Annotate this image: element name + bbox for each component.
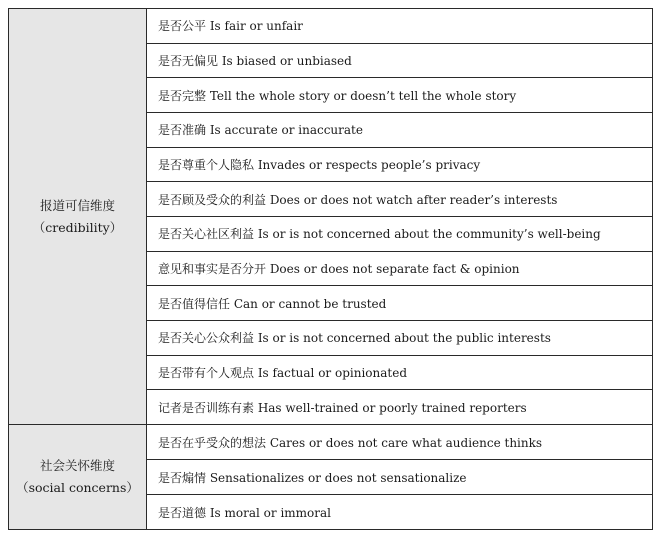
- table-row: 是否值得信任 Can or cannot be trusted: [147, 286, 652, 321]
- table-row: 是否无偏见 Is biased or unbiased: [147, 44, 652, 79]
- table-group-social-concerns: [9, 425, 652, 529]
- dimension-label-en: （credibility）: [32, 219, 123, 235]
- table-row: 意见和事实是否分开 Does or does not separate fact & opinion: [147, 252, 652, 287]
- dimension-label-cell: [9, 425, 147, 529]
- table-row: 是否准确 Is accurate or inaccurate: [147, 113, 652, 148]
- table-row: 是否在乎受众的想法 Cares or does not care what audience thinks: [147, 425, 652, 460]
- table-row: 是否顾及受众的利益 Does or does not watch after reader’s interests: [147, 182, 652, 217]
- table-row: 是否道德 Is moral or immoral: [158, 505, 331, 520]
- table-row: 是否关心社区利益 Is or is not concerned about the community’s well-being: [147, 217, 652, 252]
- dimension-table: [8, 8, 653, 530]
- table-row: 是否煽情 Sensationalizes or does not sensationalize: [147, 460, 652, 495]
- dimension-label-zh: 社会关怀维度: [39, 458, 115, 473]
- table-row: 是否完整 Tell the whole story or doesn’t tell the whole story: [147, 78, 652, 113]
- table-group-credibility: [9, 9, 652, 425]
- table-row: 是否带有个人观点 Is factual or opinionated: [147, 356, 652, 391]
- table-row: 记者是否训练有素 Has well-trained or poorly trained reporters: [158, 400, 527, 415]
- dimension-label-zh: 报道可信维度: [39, 197, 115, 213]
- dimension-label-en: （social concerns）: [16, 480, 139, 495]
- item-list: [147, 9, 652, 424]
- table-row: 是否尊重个人隐私 Invades or respects people’s privacy: [147, 148, 652, 183]
- table-row: 是否关心公众利益 Is or is not concerned about the public interests: [147, 321, 652, 356]
- table-row: 是否公平 Is fair or unfair: [147, 9, 652, 44]
- dimension-label-cell: [9, 9, 147, 424]
- item-list: [147, 425, 652, 529]
